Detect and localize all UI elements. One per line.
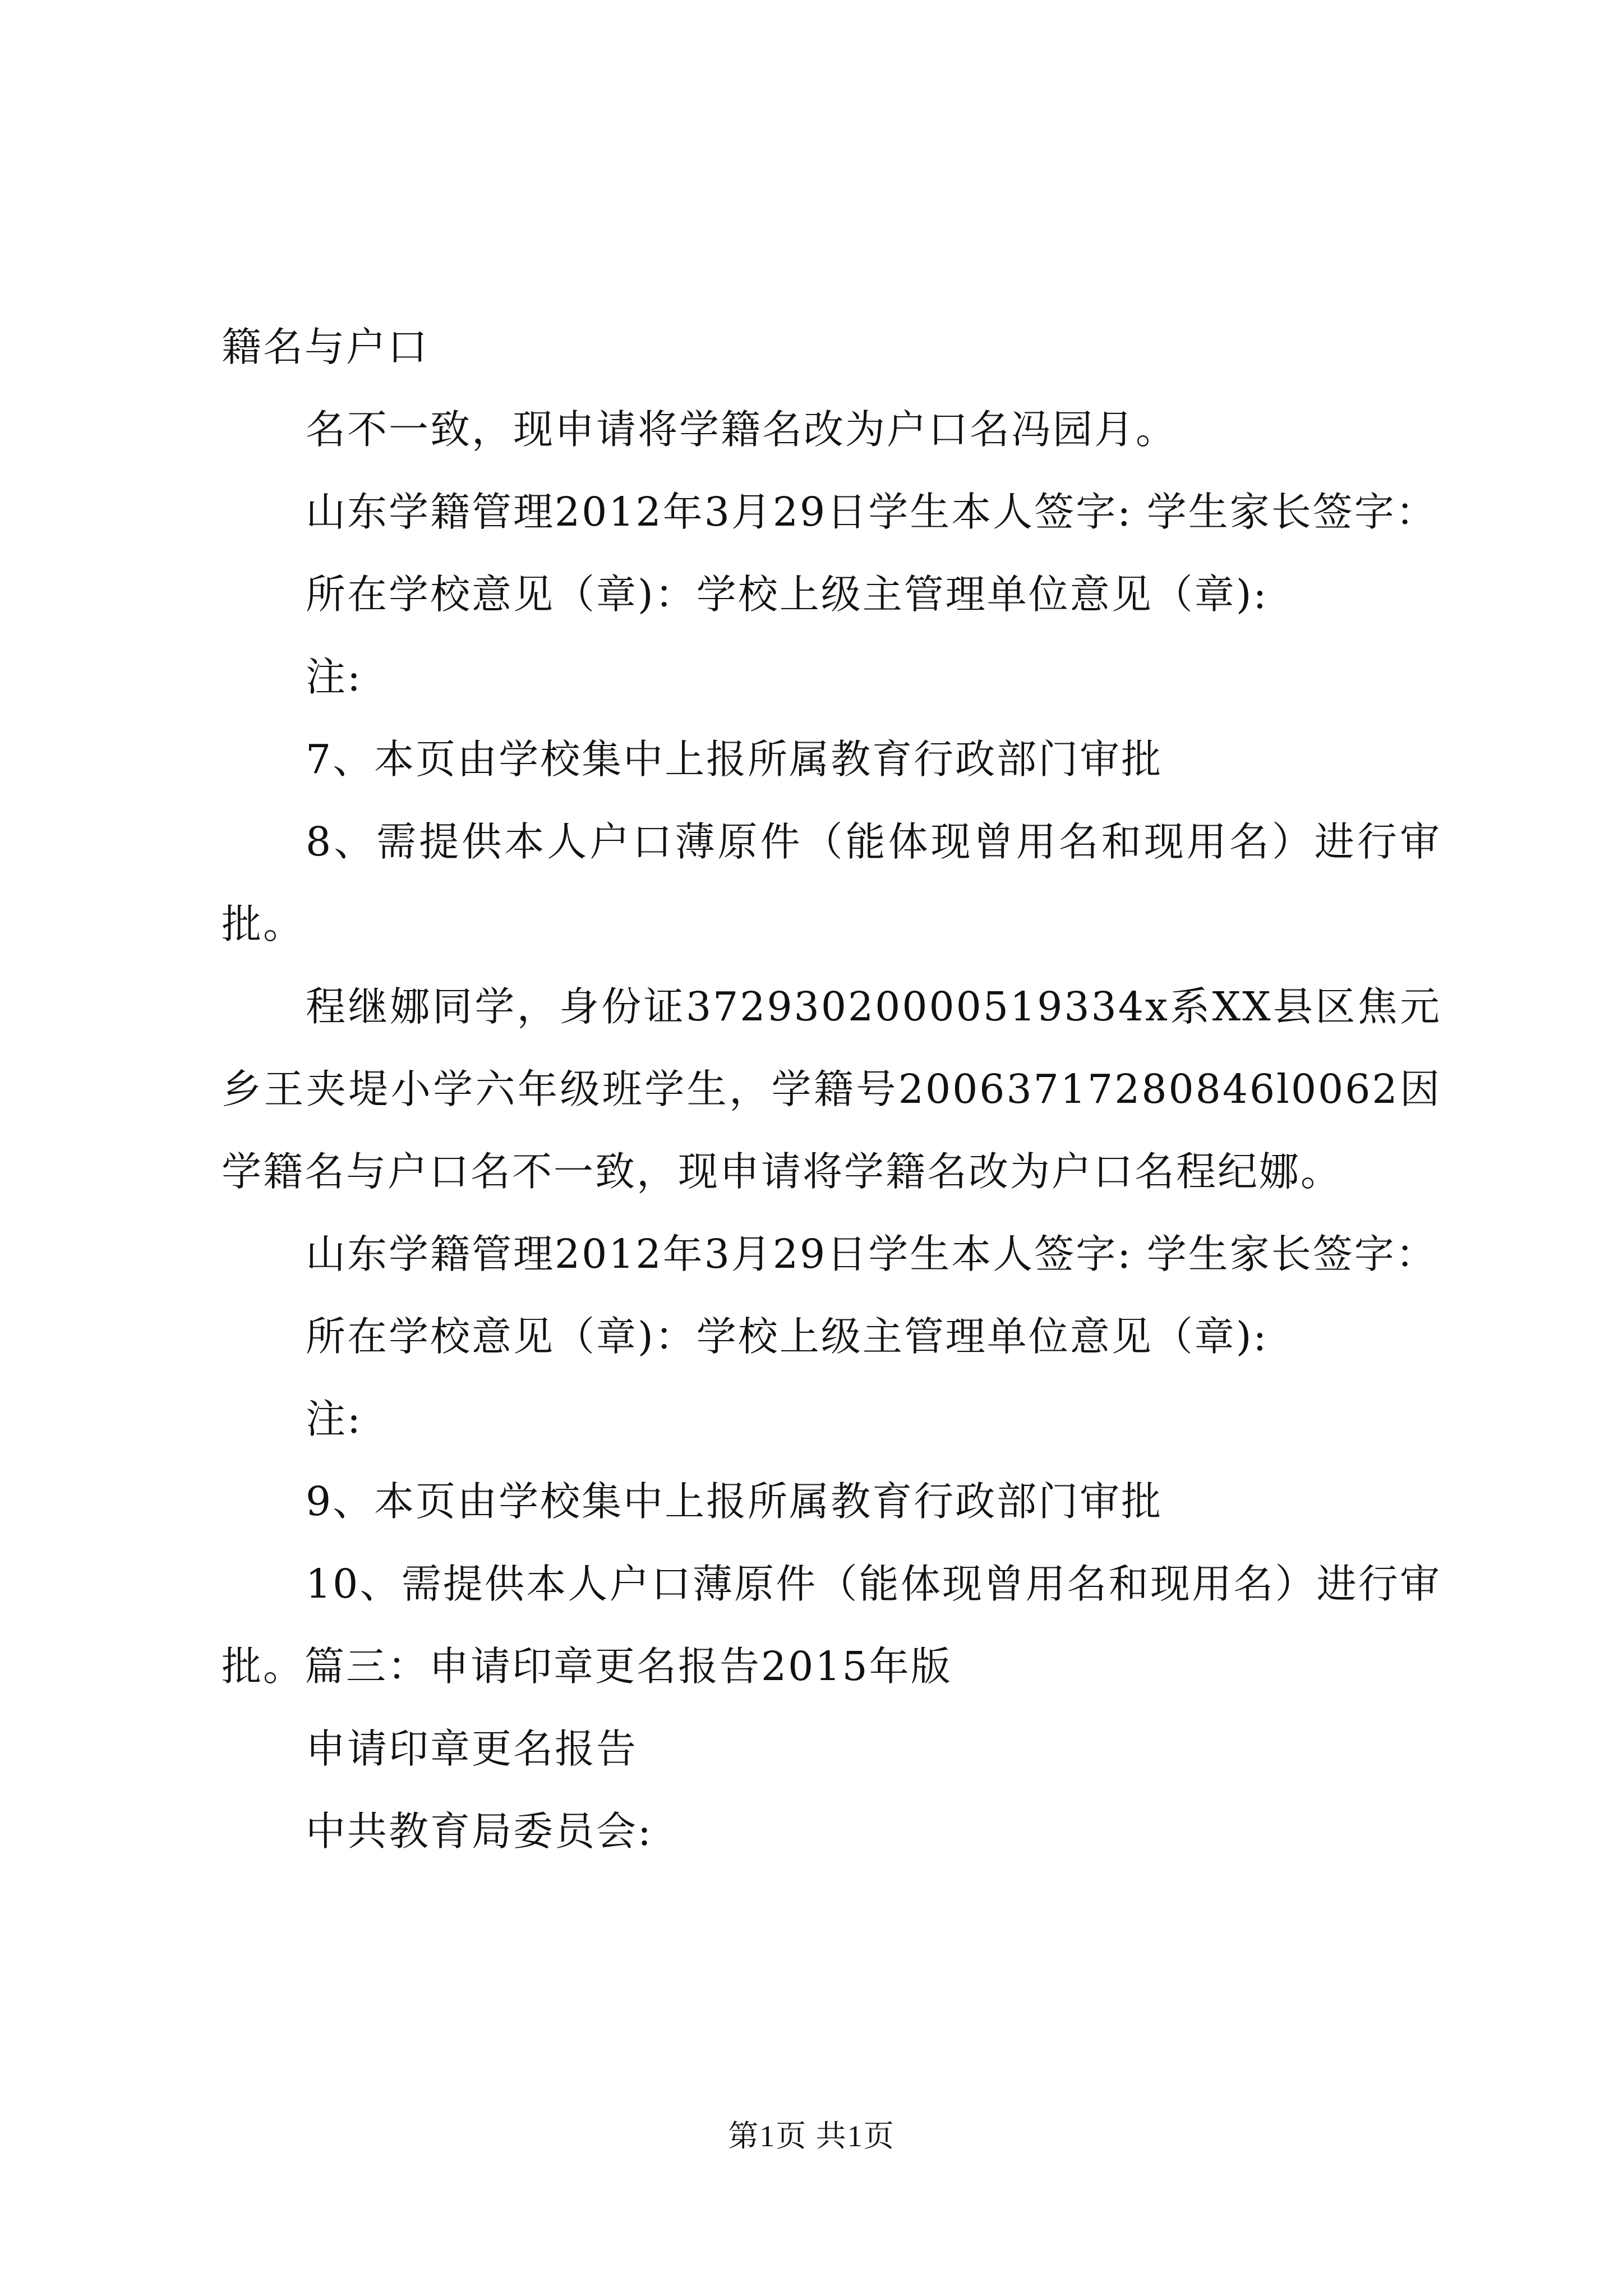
paragraph: 山东学籍管理2012年3月29日学生本人签字: 学生家长签字：	[306, 489, 1437, 535]
document-body	[222, 306, 1441, 1872]
paragraph: 中共教育局委员会:	[306, 1808, 653, 1855]
paragraph: 程继娜同学，身份证37293020000519334x系XX县区焦元乡王夹堤小学六年级班学生，学籍号20063717280846l0062因学籍名与户口名不一致，现申请将学籍名改为户口名程纪娜。	[222, 983, 1441, 1195]
paragraph: 申请印章更名报告	[306, 1726, 638, 1772]
paragraph: 8、需提供本人户口薄原件（能体现曾用名和现用名）进行审批。	[222, 818, 1441, 947]
paragraph: 所在学校意见（章)：学校上级主管理单位意见（章):	[306, 571, 1269, 618]
paragraph: 注:	[306, 654, 362, 700]
paragraph: 7、本页由学校集中上报所属教育行政部门审批	[306, 736, 1163, 783]
paragraph: 注:	[306, 1396, 362, 1442]
paragraph: 9、本页由学校集中上报所属教育行政部门审批	[306, 1478, 1163, 1525]
paragraph: 山东学籍管理2012年3月29日学生本人签字: 学生家长签字：	[306, 1231, 1437, 1277]
page-footer: 第1页 共1页	[728, 2119, 895, 2153]
paragraph: 所在学校意见（章)：学校上级主管理单位意见（章):	[306, 1313, 1269, 1360]
paragraph: 10、需提供本人户口薄原件（能体现曾用名和现用名）进行审批。篇三：申请印章更名报告2015年版	[222, 1561, 1441, 1690]
paragraph: 名不一致，现申请将学籍名改为户口名冯园月。	[306, 406, 1178, 453]
paragraph: 籍名与户口	[222, 324, 430, 370]
